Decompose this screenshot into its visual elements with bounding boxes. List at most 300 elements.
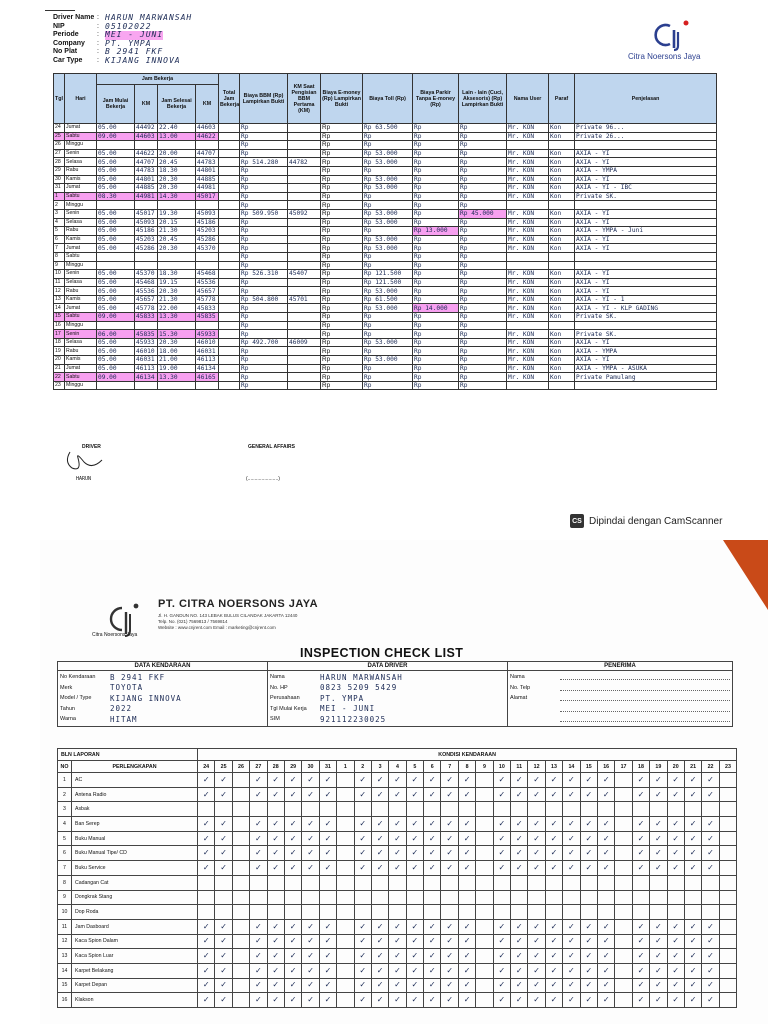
cell-toll: Rp 61.500 bbox=[363, 295, 413, 304]
cell-km-end bbox=[196, 321, 219, 330]
cell-lain: Rp bbox=[459, 175, 507, 184]
check-cell-empty bbox=[354, 905, 371, 920]
table-row bbox=[54, 218, 717, 227]
check-mark-icon: ✓ bbox=[458, 949, 475, 964]
check-mark-icon: ✓ bbox=[493, 963, 510, 978]
check-cell-empty bbox=[458, 905, 475, 920]
cell-jam-mulai: 05.00 bbox=[97, 270, 135, 279]
table-row bbox=[54, 347, 717, 356]
check-mark-icon: ✓ bbox=[650, 949, 667, 964]
check-mark-icon: ✓ bbox=[667, 993, 684, 1008]
cell-toll: Rp 53.000 bbox=[363, 149, 413, 158]
cell-paraf: Kon bbox=[549, 338, 575, 347]
check-mark-icon: ✓ bbox=[284, 861, 301, 876]
cell-km-start bbox=[135, 252, 158, 261]
check-mark-icon: ✓ bbox=[441, 817, 458, 832]
day-header: 6 bbox=[424, 761, 441, 773]
check-cell-empty bbox=[476, 934, 493, 949]
check-mark-icon: ✓ bbox=[371, 919, 388, 934]
check-mark-icon: ✓ bbox=[632, 861, 649, 876]
check-mark-icon: ✓ bbox=[702, 919, 719, 934]
cell-km-start: 45370 bbox=[135, 270, 158, 279]
check-cell-empty bbox=[232, 978, 249, 993]
check-mark-icon: ✓ bbox=[702, 993, 719, 1008]
day-header: 25 bbox=[215, 761, 232, 773]
cell-km-start: 46134 bbox=[135, 373, 158, 382]
cell-jam-mulai: 05.00 bbox=[97, 244, 135, 253]
item-number: 7 bbox=[58, 861, 72, 876]
camscanner-icon: CS bbox=[570, 514, 584, 528]
cell-jam-mulai bbox=[97, 141, 135, 150]
cell-km-end bbox=[196, 381, 219, 390]
check-mark-icon: ✓ bbox=[424, 787, 441, 802]
col-hari: Hari bbox=[65, 74, 97, 124]
check-cell-empty bbox=[319, 905, 336, 920]
cell-total-jam bbox=[219, 149, 240, 158]
check-mark-icon: ✓ bbox=[250, 861, 267, 876]
check-mark-icon: ✓ bbox=[371, 831, 388, 846]
cell-km-start: 45536 bbox=[135, 287, 158, 296]
check-cell-empty bbox=[684, 875, 701, 890]
check-cell-empty bbox=[441, 875, 458, 890]
cell-jam-selesai: 20.30 bbox=[158, 175, 196, 184]
cell-emoney: Rp bbox=[321, 356, 363, 365]
cell-jam-selesai: 14.30 bbox=[158, 192, 196, 201]
cell-km-end: 45835 bbox=[196, 313, 219, 322]
cell-penjelasan: AXIA - YMPA bbox=[575, 347, 717, 356]
check-mark-icon: ✓ bbox=[632, 934, 649, 949]
table-row bbox=[54, 287, 717, 296]
check-cell-empty bbox=[337, 861, 354, 876]
check-mark-icon: ✓ bbox=[702, 817, 719, 832]
check-mark-icon: ✓ bbox=[493, 934, 510, 949]
bln-laporan-label: BLN LAPORAN bbox=[58, 749, 198, 761]
cell-hari: Rabu bbox=[65, 347, 97, 356]
check-mark-icon: ✓ bbox=[267, 919, 284, 934]
label-penerima-alamat: Alamat bbox=[510, 695, 528, 702]
check-cell-empty bbox=[615, 949, 632, 964]
day-header: 29 bbox=[284, 761, 301, 773]
col-km-end: KM bbox=[196, 85, 219, 124]
check-mark-icon: ✓ bbox=[406, 861, 423, 876]
cell-toll: Rp 53.000 bbox=[363, 209, 413, 218]
check-mark-icon: ✓ bbox=[684, 934, 701, 949]
cell-biaya-bbm: Rp bbox=[240, 175, 288, 184]
cell-nama-user: Mr. KON bbox=[507, 244, 549, 253]
check-mark-icon: ✓ bbox=[371, 773, 388, 788]
cell-paraf: Kon bbox=[549, 347, 575, 356]
check-mark-icon: ✓ bbox=[511, 934, 528, 949]
check-mark-icon: ✓ bbox=[545, 846, 562, 861]
check-cell-empty bbox=[232, 963, 249, 978]
cell-biaya-bbm: Rp bbox=[240, 278, 288, 287]
check-mark-icon: ✓ bbox=[528, 846, 545, 861]
check-mark-icon: ✓ bbox=[302, 831, 319, 846]
table-row bbox=[54, 295, 717, 304]
check-mark-icon: ✓ bbox=[215, 861, 232, 876]
cell-parkir: Rp bbox=[413, 381, 459, 390]
cell-toll: Rp bbox=[363, 141, 413, 150]
check-cell-empty bbox=[424, 905, 441, 920]
cell-penjelasan bbox=[575, 261, 717, 270]
check-cell-empty bbox=[476, 831, 493, 846]
check-mark-icon: ✓ bbox=[684, 861, 701, 876]
company-address bbox=[158, 613, 297, 631]
check-mark-icon: ✓ bbox=[424, 993, 441, 1008]
cell-lain: Rp bbox=[459, 330, 507, 339]
check-mark-icon: ✓ bbox=[302, 817, 319, 832]
cell-jam-selesai bbox=[158, 261, 196, 270]
table-row bbox=[54, 192, 717, 201]
check-mark-icon: ✓ bbox=[702, 787, 719, 802]
check-mark-icon: ✓ bbox=[284, 773, 301, 788]
cell-biaya-bbm: Rp bbox=[240, 218, 288, 227]
check-mark-icon: ✓ bbox=[458, 919, 475, 934]
cell-jam-selesai: 19.15 bbox=[158, 278, 196, 287]
cell-km-bbm bbox=[288, 124, 321, 133]
check-cell-empty bbox=[319, 890, 336, 905]
check-mark-icon: ✓ bbox=[302, 963, 319, 978]
cell-toll: Rp bbox=[363, 166, 413, 175]
cell-paraf: Kon bbox=[549, 218, 575, 227]
check-mark-icon: ✓ bbox=[667, 787, 684, 802]
cell-km-end: 45017 bbox=[196, 192, 219, 201]
table-row bbox=[54, 175, 717, 184]
check-cell-empty bbox=[198, 875, 215, 890]
cell-toll: Rp bbox=[363, 313, 413, 322]
check-cell-empty bbox=[232, 890, 249, 905]
cell-emoney: Rp bbox=[321, 201, 363, 210]
driver-data bbox=[268, 671, 508, 727]
cell-km-bbm bbox=[288, 175, 321, 184]
check-cell-empty bbox=[528, 890, 545, 905]
cell-nama-user: Mr. KON bbox=[507, 330, 549, 339]
cell-km-end: 44801 bbox=[196, 166, 219, 175]
inspection-header-table bbox=[57, 661, 733, 727]
cell-paraf: Kon bbox=[549, 330, 575, 339]
check-mark-icon: ✓ bbox=[528, 978, 545, 993]
receiver-title: PENERIMA bbox=[508, 662, 733, 671]
check-cell-empty bbox=[719, 817, 736, 832]
check-mark-icon: ✓ bbox=[215, 919, 232, 934]
check-mark-icon: ✓ bbox=[493, 817, 510, 832]
check-mark-icon: ✓ bbox=[319, 919, 336, 934]
cell-km-end: 45093 bbox=[196, 209, 219, 218]
cell-toll: Rp 53.000 bbox=[363, 158, 413, 167]
cell-penjelasan: AXIA - YI bbox=[575, 270, 717, 279]
check-mark-icon: ✓ bbox=[424, 861, 441, 876]
cell-emoney: Rp bbox=[321, 132, 363, 141]
check-mark-icon: ✓ bbox=[198, 993, 215, 1008]
check-cell-empty bbox=[302, 802, 319, 817]
check-cell-empty bbox=[719, 905, 736, 920]
check-mark-icon: ✓ bbox=[354, 846, 371, 861]
cell-total-jam bbox=[219, 192, 240, 201]
check-mark-icon: ✓ bbox=[545, 861, 562, 876]
check-mark-icon: ✓ bbox=[493, 919, 510, 934]
cell-penjelasan: AXIA - YMPA bbox=[575, 166, 717, 175]
no-plat-value: B 2941 FKF bbox=[105, 47, 164, 57]
check-mark-icon: ✓ bbox=[319, 817, 336, 832]
cell-penjelasan: AXIA - YI bbox=[575, 218, 717, 227]
cell-jam-selesai: 19.30 bbox=[158, 209, 196, 218]
cell-nama-user: Mr. KON bbox=[507, 124, 549, 133]
cell-parkir: Rp bbox=[413, 270, 459, 279]
check-mark-icon: ✓ bbox=[371, 993, 388, 1008]
cell-lain: Rp bbox=[459, 184, 507, 193]
check-mark-icon: ✓ bbox=[684, 773, 701, 788]
check-mark-icon: ✓ bbox=[684, 919, 701, 934]
check-cell-empty bbox=[719, 963, 736, 978]
cell-penjelasan: Private SK. bbox=[575, 192, 717, 201]
cell-penjelasan: Private 26... bbox=[575, 132, 717, 141]
cell-biaya-bbm: Rp bbox=[240, 287, 288, 296]
check-mark-icon: ✓ bbox=[354, 831, 371, 846]
cell-km-end: 44981 bbox=[196, 184, 219, 193]
check-cell-empty bbox=[493, 890, 510, 905]
check-mark-icon: ✓ bbox=[650, 846, 667, 861]
cell-parkir: Rp bbox=[413, 175, 459, 184]
day-header: 7 bbox=[441, 761, 458, 773]
checklist-row bbox=[58, 934, 737, 949]
item-number: 13 bbox=[58, 949, 72, 964]
receiver-data bbox=[508, 671, 733, 727]
check-cell-empty bbox=[406, 905, 423, 920]
check-mark-icon: ✓ bbox=[632, 831, 649, 846]
table-row bbox=[54, 158, 717, 167]
cell-total-jam bbox=[219, 158, 240, 167]
check-mark-icon: ✓ bbox=[215, 978, 232, 993]
day-header: 9 bbox=[476, 761, 493, 773]
check-cell-empty bbox=[354, 875, 371, 890]
day-header: 5 bbox=[406, 761, 423, 773]
check-cell-empty bbox=[667, 802, 684, 817]
cell-jam-mulai bbox=[97, 381, 135, 390]
cell-biaya-bbm: Rp bbox=[240, 244, 288, 253]
item-number: 12 bbox=[58, 934, 72, 949]
table-row bbox=[54, 373, 717, 382]
cell-total-jam bbox=[219, 201, 240, 210]
check-mark-icon: ✓ bbox=[684, 963, 701, 978]
check-mark-icon: ✓ bbox=[198, 919, 215, 934]
check-mark-icon: ✓ bbox=[354, 978, 371, 993]
cell-total-jam bbox=[219, 356, 240, 365]
cell-lain: Rp bbox=[459, 381, 507, 390]
item-number: 4 bbox=[58, 817, 72, 832]
day-header: 2 bbox=[354, 761, 371, 773]
cell-paraf: Kon bbox=[549, 278, 575, 287]
cell-emoney: Rp bbox=[321, 261, 363, 270]
checklist-row bbox=[58, 919, 737, 934]
check-mark-icon: ✓ bbox=[198, 773, 215, 788]
col-jam-bekerja: Jam Bekerja bbox=[97, 74, 219, 85]
hp-value: 0823 5209 5429 bbox=[320, 683, 398, 693]
check-mark-icon: ✓ bbox=[406, 846, 423, 861]
cell-paraf: Kon bbox=[549, 304, 575, 313]
cell-biaya-bbm: Rp bbox=[240, 330, 288, 339]
cell-parkir: Rp bbox=[413, 132, 459, 141]
cell-biaya-bbm: Rp bbox=[240, 313, 288, 322]
cell-lain: Rp bbox=[459, 270, 507, 279]
day-header: 19 bbox=[650, 761, 667, 773]
check-cell-empty bbox=[198, 905, 215, 920]
check-cell-empty bbox=[615, 993, 632, 1008]
check-cell-empty bbox=[545, 905, 562, 920]
check-mark-icon: ✓ bbox=[597, 773, 614, 788]
cell-biaya-bbm: Rp bbox=[240, 124, 288, 133]
cell-tgl: 11 bbox=[54, 278, 65, 287]
item-name: Kaca Spion Luar bbox=[72, 949, 198, 964]
cell-parkir: Rp bbox=[413, 338, 459, 347]
table-row bbox=[54, 270, 717, 279]
check-cell-empty bbox=[284, 905, 301, 920]
cell-km-end: 45657 bbox=[196, 287, 219, 296]
check-mark-icon: ✓ bbox=[284, 831, 301, 846]
item-name: Buku Manual bbox=[72, 831, 198, 846]
cell-total-jam bbox=[219, 278, 240, 287]
cell-jam-selesai: 20.00 bbox=[158, 149, 196, 158]
check-mark-icon: ✓ bbox=[250, 817, 267, 832]
check-cell-empty bbox=[476, 875, 493, 890]
cell-toll: Rp 63.500 bbox=[363, 124, 413, 133]
day-header: 17 bbox=[615, 761, 632, 773]
check-mark-icon: ✓ bbox=[284, 817, 301, 832]
check-mark-icon: ✓ bbox=[441, 934, 458, 949]
cell-biaya-bbm: Rp bbox=[240, 166, 288, 175]
check-cell-empty bbox=[719, 934, 736, 949]
ga-signature-label: GENERAL AFFAIRS bbox=[248, 444, 295, 450]
vehicle-data-title: DATA KENDARAAN bbox=[58, 662, 268, 671]
item-number: 14 bbox=[58, 963, 72, 978]
cell-km-end: 45833 bbox=[196, 304, 219, 313]
check-mark-icon: ✓ bbox=[580, 934, 597, 949]
check-cell-empty bbox=[232, 846, 249, 861]
check-cell-empty bbox=[597, 905, 614, 920]
cell-emoney: Rp bbox=[321, 252, 363, 261]
cell-km-start bbox=[135, 141, 158, 150]
check-cell-empty bbox=[667, 875, 684, 890]
check-mark-icon: ✓ bbox=[441, 978, 458, 993]
label-driver-name: Driver Name bbox=[53, 14, 95, 21]
check-mark-icon: ✓ bbox=[198, 978, 215, 993]
cell-nama-user: Mr. KON bbox=[507, 227, 549, 236]
cell-km-end: 44783 bbox=[196, 158, 219, 167]
check-mark-icon: ✓ bbox=[319, 787, 336, 802]
check-mark-icon: ✓ bbox=[389, 963, 406, 978]
check-cell-empty bbox=[632, 905, 649, 920]
cell-tgl: 25 bbox=[54, 132, 65, 141]
check-mark-icon: ✓ bbox=[511, 817, 528, 832]
check-cell-empty bbox=[441, 802, 458, 817]
check-mark-icon: ✓ bbox=[702, 963, 719, 978]
check-cell-empty bbox=[232, 875, 249, 890]
cell-km-start: 46031 bbox=[135, 356, 158, 365]
cell-total-jam bbox=[219, 270, 240, 279]
cell-lain: Rp bbox=[459, 158, 507, 167]
check-mark-icon: ✓ bbox=[563, 773, 580, 788]
cell-emoney: Rp bbox=[321, 244, 363, 253]
check-mark-icon: ✓ bbox=[528, 817, 545, 832]
cell-penjelasan: AXIA - YI bbox=[575, 278, 717, 287]
cell-biaya-bbm: Rp bbox=[240, 141, 288, 150]
cell-km-start bbox=[135, 321, 158, 330]
cell-paraf: Kon bbox=[549, 295, 575, 304]
cell-jam-mulai: 05.00 bbox=[97, 184, 135, 193]
check-mark-icon: ✓ bbox=[198, 817, 215, 832]
day-header: 8 bbox=[458, 761, 475, 773]
col-km-start: KM bbox=[135, 85, 158, 124]
cell-emoney: Rp bbox=[321, 141, 363, 150]
check-mark-icon: ✓ bbox=[267, 934, 284, 949]
cell-jam-selesai: 22.00 bbox=[158, 304, 196, 313]
check-cell-empty bbox=[719, 831, 736, 846]
check-mark-icon: ✓ bbox=[580, 949, 597, 964]
item-name: AC bbox=[72, 773, 198, 788]
cell-lain: Rp bbox=[459, 304, 507, 313]
cell-biaya-bbm: Rp 526.310 bbox=[240, 270, 288, 279]
check-cell-empty bbox=[476, 919, 493, 934]
check-cell-empty bbox=[580, 890, 597, 905]
cell-lain: Rp bbox=[459, 192, 507, 201]
check-mark-icon: ✓ bbox=[511, 787, 528, 802]
cell-toll: Rp 53.000 bbox=[363, 304, 413, 313]
check-mark-icon: ✓ bbox=[667, 934, 684, 949]
cell-jam-selesai: 20.30 bbox=[158, 184, 196, 193]
item-number: 1 bbox=[58, 773, 72, 788]
cell-jam-mulai bbox=[97, 321, 135, 330]
check-mark-icon: ✓ bbox=[250, 978, 267, 993]
cell-km-start: 44707 bbox=[135, 158, 158, 167]
cell-lain: Rp bbox=[459, 261, 507, 270]
check-mark-icon: ✓ bbox=[250, 846, 267, 861]
cell-emoney: Rp bbox=[321, 313, 363, 322]
check-mark-icon: ✓ bbox=[528, 773, 545, 788]
check-mark-icon: ✓ bbox=[667, 846, 684, 861]
cell-penjelasan: Private 96... bbox=[575, 124, 717, 133]
check-mark-icon: ✓ bbox=[667, 817, 684, 832]
checklist-row bbox=[58, 831, 737, 846]
check-mark-icon: ✓ bbox=[284, 963, 301, 978]
cell-nama-user: Mr. KON bbox=[507, 356, 549, 365]
cell-penjelasan: AXIA - YI bbox=[575, 149, 717, 158]
check-mark-icon: ✓ bbox=[511, 846, 528, 861]
check-cell-empty bbox=[232, 905, 249, 920]
item-number: 10 bbox=[58, 905, 72, 920]
check-cell-empty bbox=[337, 949, 354, 964]
check-mark-icon: ✓ bbox=[597, 846, 614, 861]
cell-lain: Rp bbox=[459, 356, 507, 365]
warna-value: HITAM bbox=[110, 714, 138, 724]
check-mark-icon: ✓ bbox=[632, 993, 649, 1008]
company-value: PT. YMPA bbox=[105, 38, 152, 48]
table-row bbox=[54, 184, 717, 193]
check-cell-empty bbox=[232, 802, 249, 817]
cell-parkir: Rp bbox=[413, 141, 459, 150]
check-cell-empty bbox=[563, 875, 580, 890]
check-mark-icon: ✓ bbox=[371, 861, 388, 876]
day-header: 3 bbox=[371, 761, 388, 773]
check-mark-icon: ✓ bbox=[650, 963, 667, 978]
check-mark-icon: ✓ bbox=[198, 861, 215, 876]
cell-parkir: Rp bbox=[413, 295, 459, 304]
check-cell-empty bbox=[250, 875, 267, 890]
cell-emoney: Rp bbox=[321, 175, 363, 184]
cell-lain: Rp bbox=[459, 201, 507, 210]
check-cell-empty bbox=[632, 875, 649, 890]
cell-jam-selesai: 20.15 bbox=[158, 218, 196, 227]
check-mark-icon: ✓ bbox=[632, 787, 649, 802]
cell-emoney: Rp bbox=[321, 192, 363, 201]
